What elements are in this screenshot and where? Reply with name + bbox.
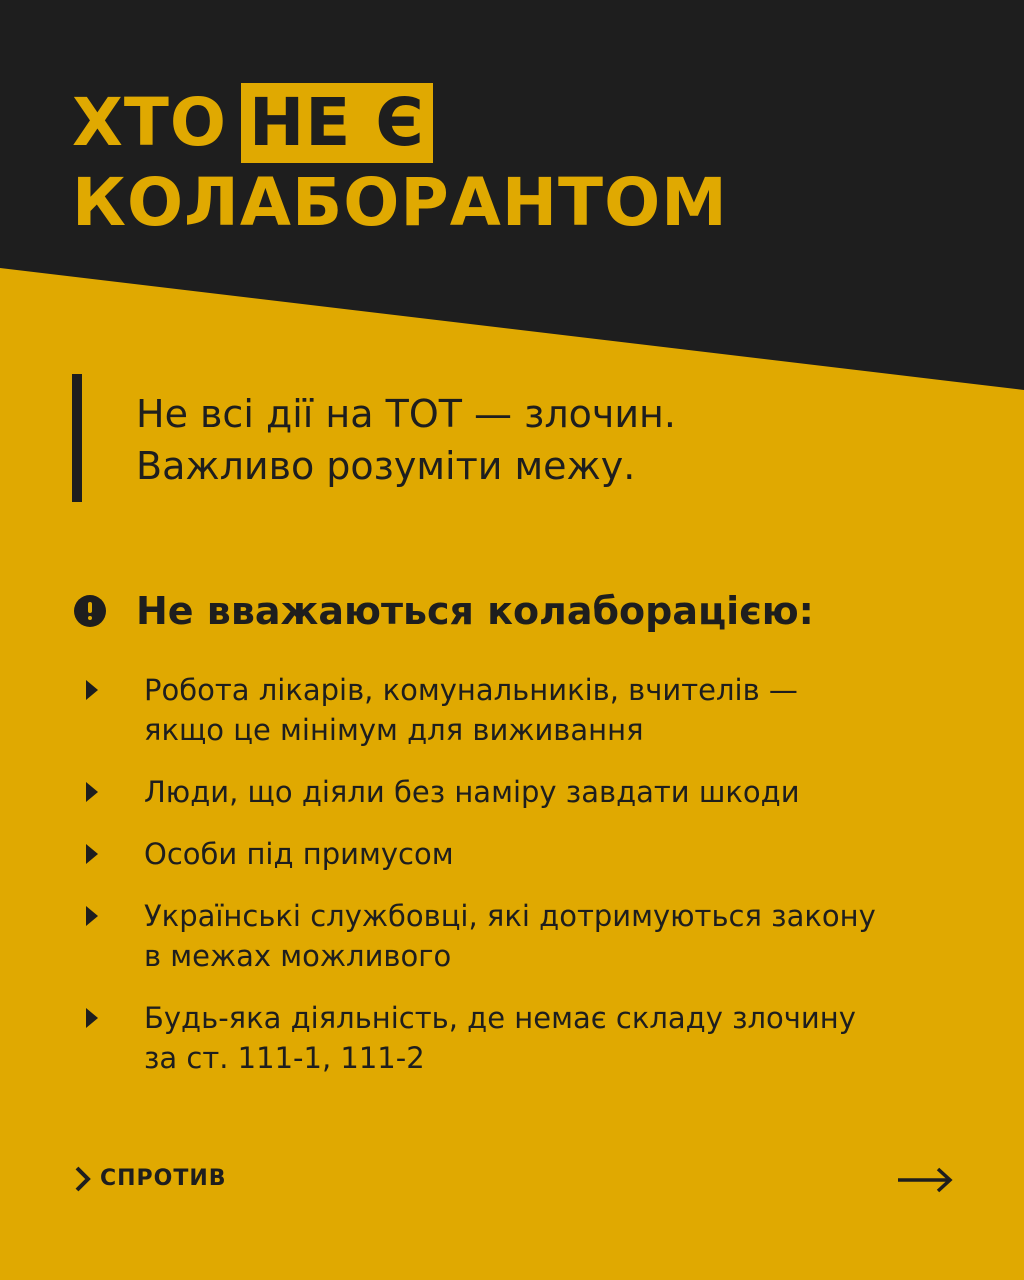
intro-quote bbox=[136, 388, 676, 492]
section-title: Не вважаються колаборацією: bbox=[136, 589, 814, 633]
page-title bbox=[72, 82, 728, 244]
list-item-line-2: за ст. 111-1, 111-2 bbox=[144, 1041, 425, 1075]
quote-line-1: Не всі дії на ТОТ — злочин. bbox=[136, 392, 676, 436]
quote-bar bbox=[72, 374, 82, 502]
list-item-line-1: Українські службовці, які дотримуються закону bbox=[144, 899, 876, 933]
chevron-right-icon bbox=[74, 1166, 92, 1192]
list-item-line-1: Люди, що діяли без наміру завдати шкоди bbox=[144, 775, 800, 809]
list-item-line-2: в межах можливого bbox=[144, 939, 452, 973]
triangle-bullet-icon bbox=[86, 1008, 98, 1028]
arrow-right-icon[interactable] bbox=[896, 1166, 954, 1194]
quote-line-2: Важливо розуміти межу. bbox=[136, 444, 636, 488]
list-item-line-1: Особи під примусом bbox=[144, 837, 454, 871]
title-highlight: НЕ Є bbox=[241, 83, 433, 163]
triangle-bullet-icon bbox=[86, 680, 98, 700]
list-item-line-1: Робота лікарів, комунальників, вчителів — bbox=[144, 673, 798, 707]
exclamation-circle-icon bbox=[74, 595, 106, 627]
list-item-line-1: Будь-яка діяльність, де немає складу злочину bbox=[144, 1001, 856, 1035]
list-item-line-2: якщо це мінімум для виживання bbox=[144, 713, 644, 747]
triangle-bullet-icon bbox=[86, 906, 98, 926]
triangle-bullet-icon bbox=[86, 844, 98, 864]
brand-logo bbox=[74, 1164, 227, 1194]
section-header bbox=[74, 586, 814, 636]
title-line-2: КОЛАБОРАНТОМ bbox=[72, 164, 728, 241]
title-word: ХТО bbox=[72, 84, 228, 161]
brand-name: СПРОТИВ bbox=[100, 1166, 227, 1191]
triangle-bullet-icon bbox=[86, 782, 98, 802]
